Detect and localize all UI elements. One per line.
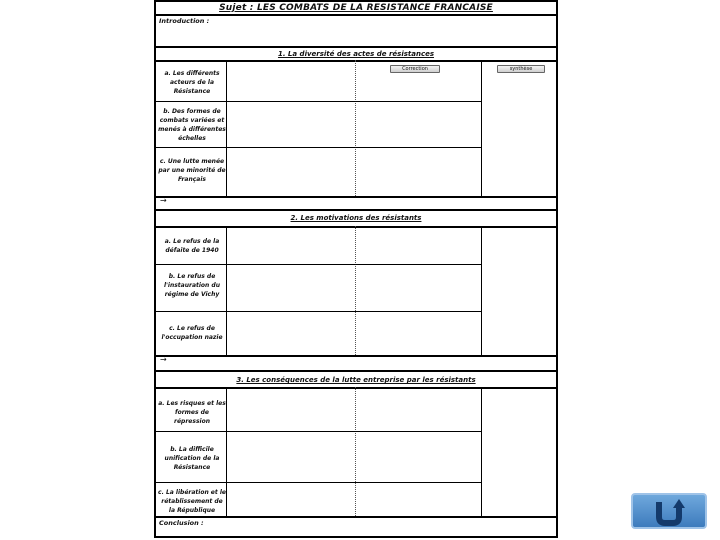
worksheet-title: Sujet : LES COMBATS DE LA RESISTANCE FRANCAISE (219, 3, 493, 13)
divider (156, 14, 556, 16)
section1-row-a: a. Les différents acteurs de la Résistance (164, 70, 220, 95)
divider (156, 387, 556, 389)
divider (156, 209, 556, 211)
row-divider (156, 147, 481, 148)
grid-line (355, 387, 356, 516)
worksheet (154, 0, 558, 538)
correction-button[interactable]: Correction (390, 65, 440, 73)
divider (156, 355, 556, 357)
divider (156, 196, 556, 198)
section2-row-a: a. Le refus de la défaite de 1940 (164, 238, 220, 254)
u-turn-back-icon (633, 495, 705, 527)
back-button[interactable] (631, 493, 707, 529)
row-divider (156, 311, 481, 312)
grid-line (226, 226, 227, 355)
grid-line (226, 387, 227, 516)
grid-line (481, 60, 482, 196)
section1-row-c: c. Une lutte menée par une minorité de Français (158, 158, 226, 183)
grid-line (226, 60, 227, 196)
divider (156, 370, 556, 372)
section2-title: 2. Les motivations des résistants (290, 214, 422, 222)
grid-line (355, 226, 356, 355)
divider (156, 60, 556, 62)
section1-title: 1. La diversité des actes de résistances (277, 50, 435, 58)
section2-row-b: b. Le refus de l'instauration du régime de Vichy (164, 273, 220, 298)
divider (156, 46, 556, 48)
section3-row-c: c. La libération et le rétablissement de la République (158, 489, 226, 514)
divider (156, 516, 556, 518)
arrow-icon: → (160, 355, 167, 364)
arrow-icon: → (160, 196, 167, 205)
row-divider (156, 431, 481, 432)
introduction-label: Introduction : (159, 17, 210, 25)
grid-line (355, 60, 356, 196)
conclusion-label: Conclusion : (159, 519, 204, 527)
row-divider (156, 264, 481, 265)
synthese-button[interactable]: synthèse (497, 65, 545, 73)
grid-line (481, 226, 482, 355)
section3-row-a: a. Les risques et les formes de répression (158, 400, 226, 425)
row-divider (156, 101, 481, 102)
section3-row-b: b. La difficile unification de la Résistance (164, 446, 220, 471)
row-divider (156, 482, 481, 483)
divider (156, 226, 556, 228)
section3-title: 3. Les conséquences de la lutte entreprise par les résistants (236, 376, 476, 384)
section2-row-c: c. Le refus de l'occupation nazie (161, 325, 223, 341)
grid-line (481, 387, 482, 516)
section1-row-b: b. Des formes de combats variées et menés à différentes échelles (158, 108, 226, 142)
